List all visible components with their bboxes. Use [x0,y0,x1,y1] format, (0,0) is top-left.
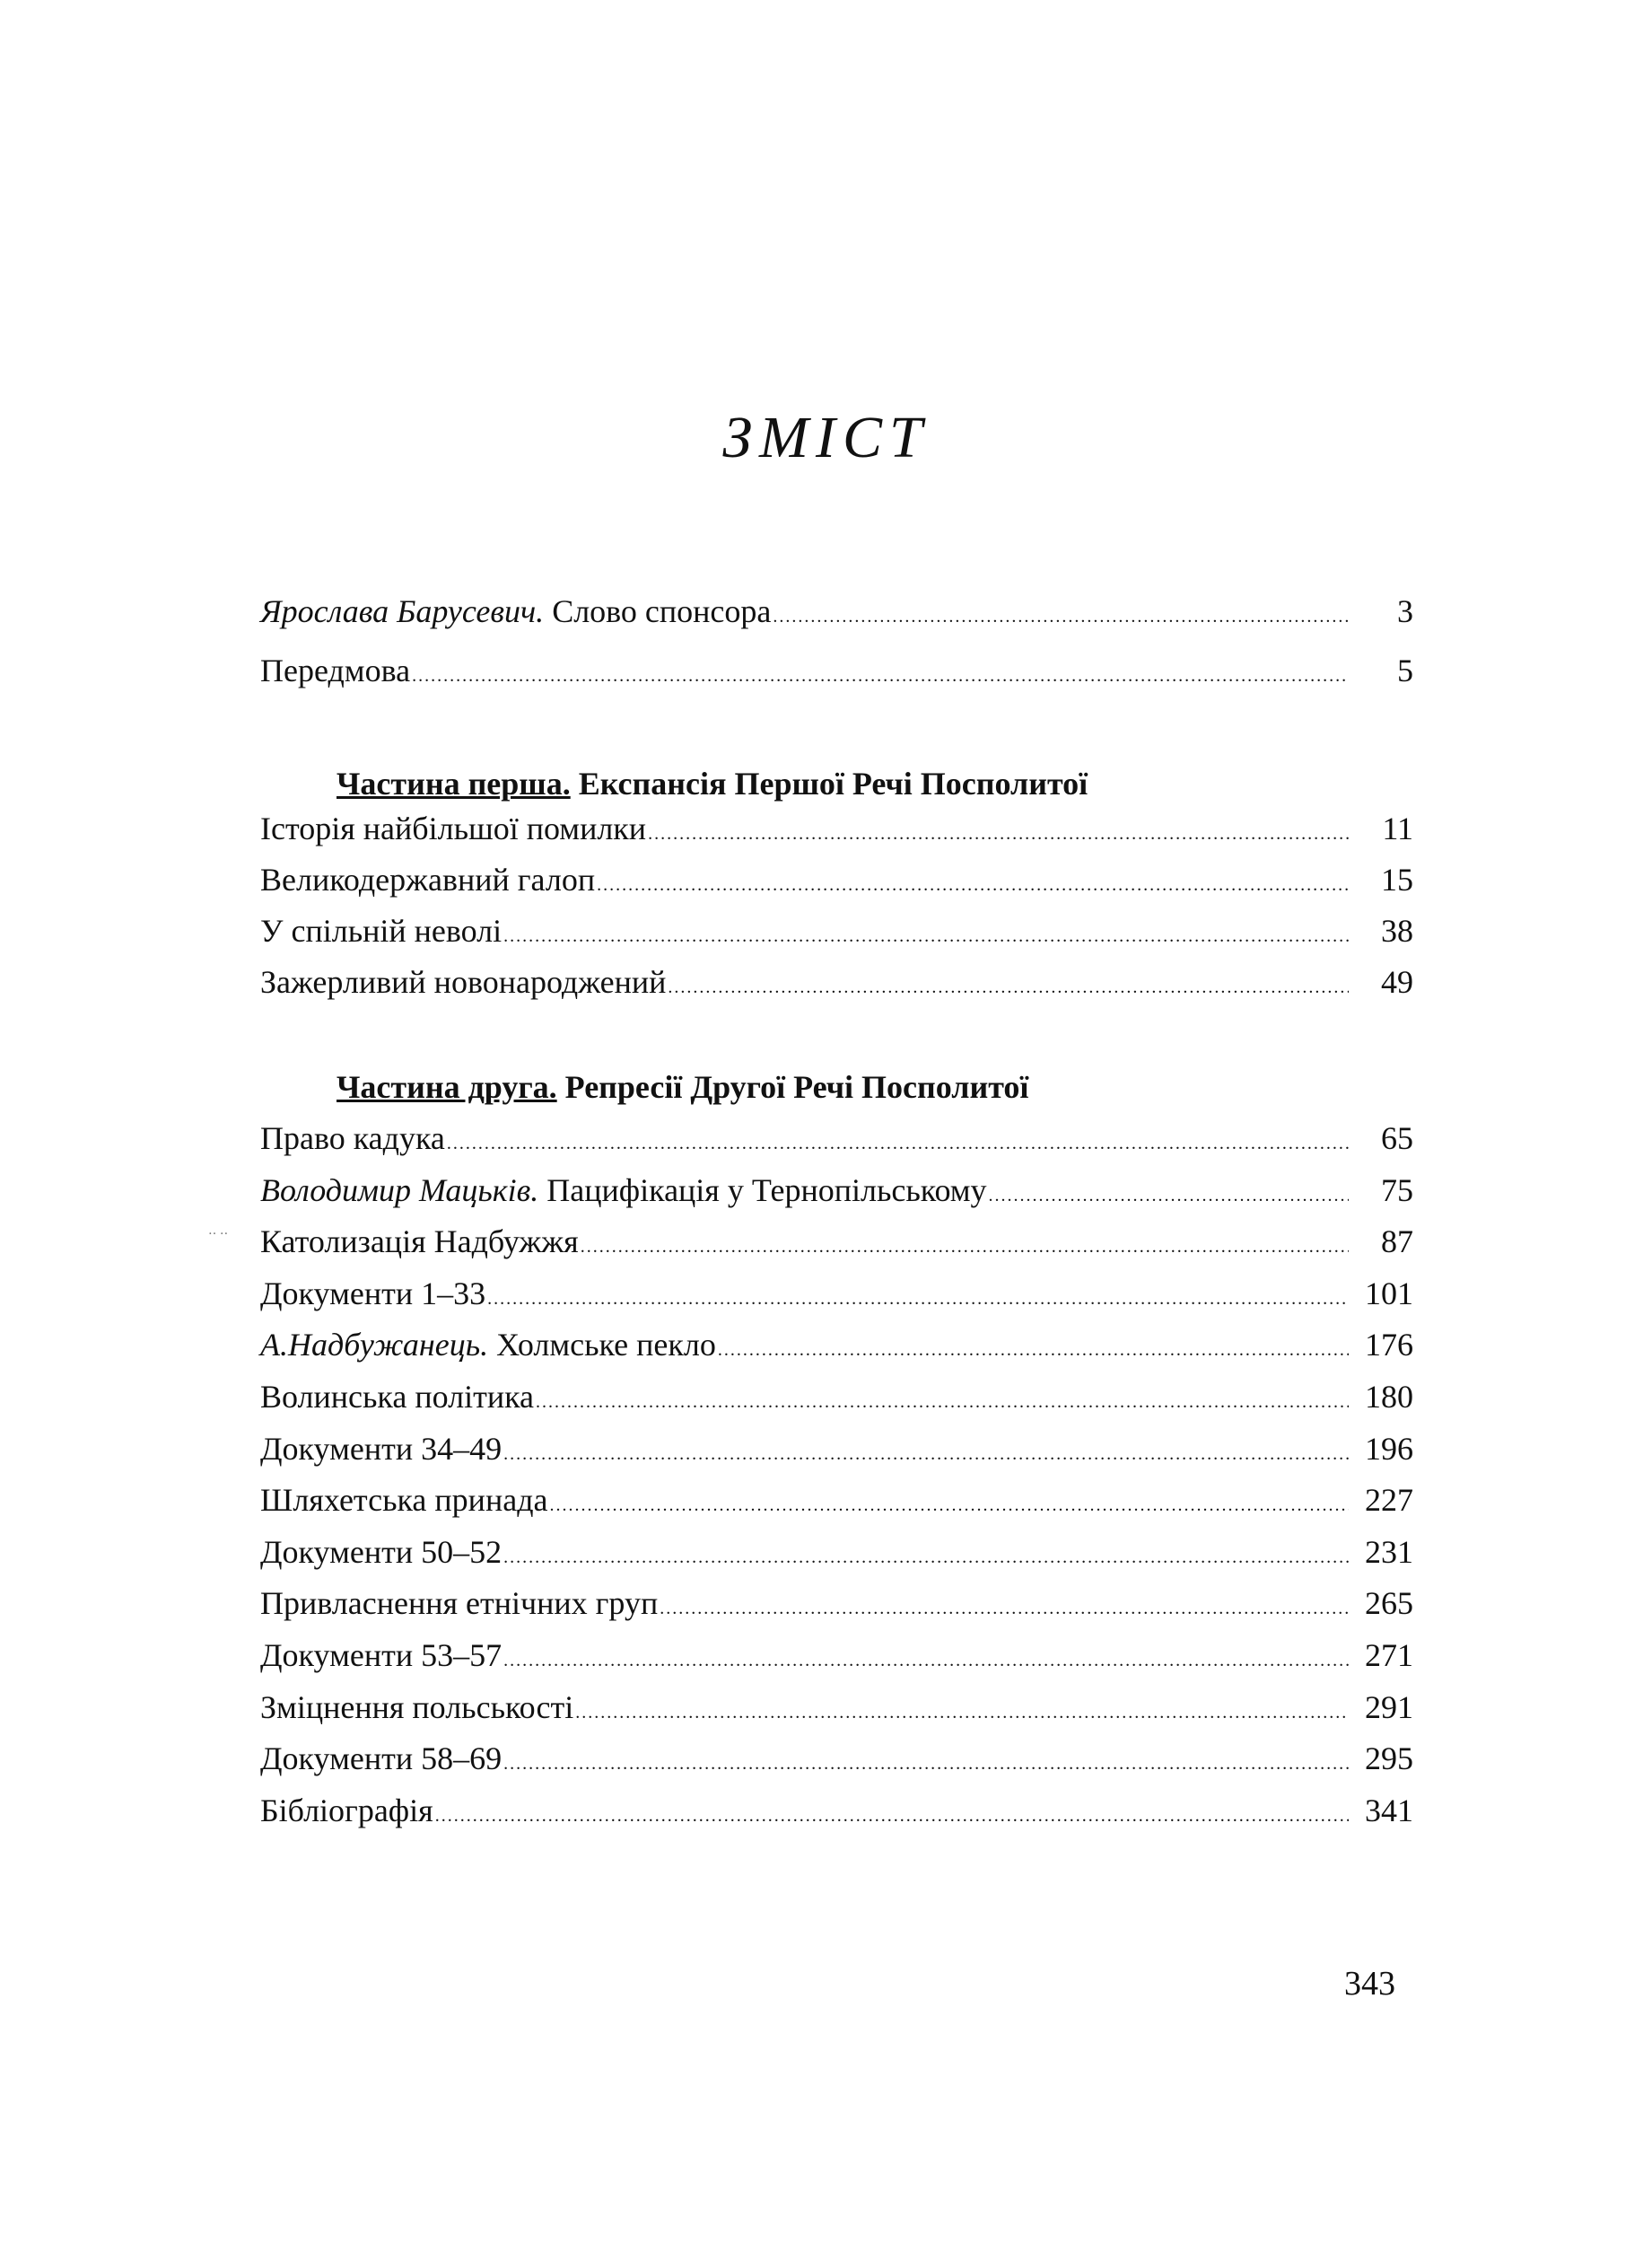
toc-entry-title: Шляхетська принада [260,1482,548,1519]
toc-entry-title: Документи 1–33 [260,1275,486,1311]
toc-entry [260,1584,1413,1629]
dot-leader [597,875,1349,896]
toc-entry-title: Документи 34–49 [260,1430,503,1467]
toc-entry-label [260,1275,485,1312]
toc-entry-page: 65 [1381,1120,1413,1156]
dot-leader [989,1186,1349,1206]
toc-entry-page: 295 [1365,1740,1413,1777]
dot-leader [412,666,1349,687]
toc-entry-label [260,1119,445,1157]
toc-entry [260,1378,1413,1423]
toc-entry-label [260,1688,573,1726]
toc-entry-page: 11 [1382,811,1413,846]
toc-entry-page: 38 [1381,913,1413,949]
toc-entry [260,1688,1413,1733]
toc-entry [260,592,1413,637]
toc-entry-page: 291 [1365,1688,1413,1725]
dot-leader [549,1495,1349,1516]
toc-entry-title: У спільній неволі [260,913,503,949]
toc-entry-page: 87 [1381,1223,1413,1260]
toc-entry-title: Зміцнення польськості [260,1688,574,1725]
toc-entry-title: Історія найбільшої помилки [260,811,647,846]
toc-entry-label [260,1636,502,1674]
toc-entry [260,912,1413,957]
toc-entry-label [260,1223,579,1260]
part1-label: Частина перша. [337,766,571,802]
dot-leader [503,1547,1349,1568]
toc-entry [260,1223,1413,1267]
toc-entry-author: Ярослава Барусевич. [260,593,545,629]
toc-entry [260,1481,1413,1526]
dot-leader [660,1599,1349,1619]
dot-leader [668,977,1349,998]
dot-leader [503,1754,1349,1775]
toc-entry [260,1275,1413,1319]
toc-entry [260,1430,1413,1475]
toc-entry-label [260,1378,534,1416]
dot-leader [447,1134,1349,1154]
toc-entry-label [260,1533,502,1571]
toc-entry [260,1326,1413,1371]
dot-leader [773,607,1349,627]
scan-mark: ‥ ‥ [208,1224,229,1238]
toc-entry-page: 101 [1365,1275,1413,1311]
toc-entry-title: Бібліографія [260,1792,433,1828]
dot-leader [536,1392,1349,1413]
toc-entry-page: 3 [1397,593,1413,629]
toc-entry-title: Зажерливий новонароджений [260,964,667,1000]
toc-entry-title: Холмське пекло [496,1327,716,1363]
dot-leader [718,1340,1349,1361]
toc-entry-title: Пацифікація у Тернопільському [546,1171,987,1208]
toc-entry-title: Право кадука [260,1120,445,1156]
toc-entry [260,1533,1413,1578]
toc-entry-label [260,1171,987,1209]
toc-entry-page: 341 [1365,1792,1413,1828]
part2-label: Частина друга. [337,1069,557,1105]
toc-entry-label [260,912,502,950]
dot-leader [487,1289,1349,1310]
toc-entry [260,810,1413,855]
toc-entry-title: Документи 58–69 [260,1740,503,1777]
toc-entry [260,1792,1413,1836]
toc-entry-label [260,652,410,689]
toc-entry-title: Документи 53–57 [260,1637,503,1673]
page-title: ЗМІСТ [722,405,930,470]
toc-entry-label [260,861,595,898]
toc-entry-label [260,1481,547,1519]
part1-heading [337,765,1088,802]
toc-entry-label [260,1740,502,1777]
toc-entry-label [260,963,666,1001]
toc-entry-page: 196 [1365,1430,1413,1467]
toc-entry-page: 176 [1365,1327,1413,1363]
toc-entry-label [260,1792,433,1829]
toc-entry-title: Привласнення етнічних груп [260,1585,659,1622]
part1-title: Експансія Першої Речі Посполитої [578,766,1088,802]
toc-entry-label [260,1326,716,1363]
toc-entry [260,652,1413,697]
toc-entry-title: Католизація Надбужжя [260,1223,579,1260]
toc-entry-page: 5 [1397,653,1413,688]
toc-entry-page: 15 [1381,862,1413,898]
toc-entry-label [260,1430,502,1468]
toc-entry-page: 49 [1381,964,1413,1000]
part2-heading [337,1068,1028,1106]
page-number: 343 [1344,1965,1395,2003]
toc-entry-label [260,592,771,630]
dot-leader [648,824,1349,845]
dot-leader [435,1806,1349,1827]
toc-entry-title: Слово спонсора [552,593,772,629]
part2-title: Репресії Другої Речі Посполитої [564,1069,1029,1105]
toc-entry-page: 231 [1365,1533,1413,1570]
toc-entry-title: Великодержавний галоп [260,862,596,898]
toc-entry-title: Волинська політика [260,1379,535,1415]
toc-entry [260,1171,1413,1216]
toc-entry-title: Документи 50–52 [260,1533,503,1570]
dot-leader [503,1651,1349,1671]
dot-leader [575,1703,1349,1723]
toc-entry-page: 271 [1365,1637,1413,1673]
dot-leader [503,926,1349,947]
toc-entry [260,1636,1413,1681]
toc-entry-label [260,1584,658,1622]
toc-entry [260,1740,1413,1784]
toc-entry-page: 265 [1365,1585,1413,1622]
dot-leader [581,1237,1349,1258]
toc-entry [260,861,1413,906]
toc-entry-author: Володимир Мацьків. [260,1171,539,1208]
toc-entry [260,1119,1413,1164]
toc-entry-page: 180 [1365,1379,1413,1415]
toc-entry-page: 75 [1381,1171,1413,1208]
toc-entry-title: Передмова [260,653,411,688]
toc-entry-author: А.Надбужанець. [260,1327,489,1363]
toc-entry-label [260,810,646,847]
toc-entry [260,963,1413,1008]
dot-leader [503,1444,1349,1465]
toc-entry-page: 227 [1365,1482,1413,1519]
